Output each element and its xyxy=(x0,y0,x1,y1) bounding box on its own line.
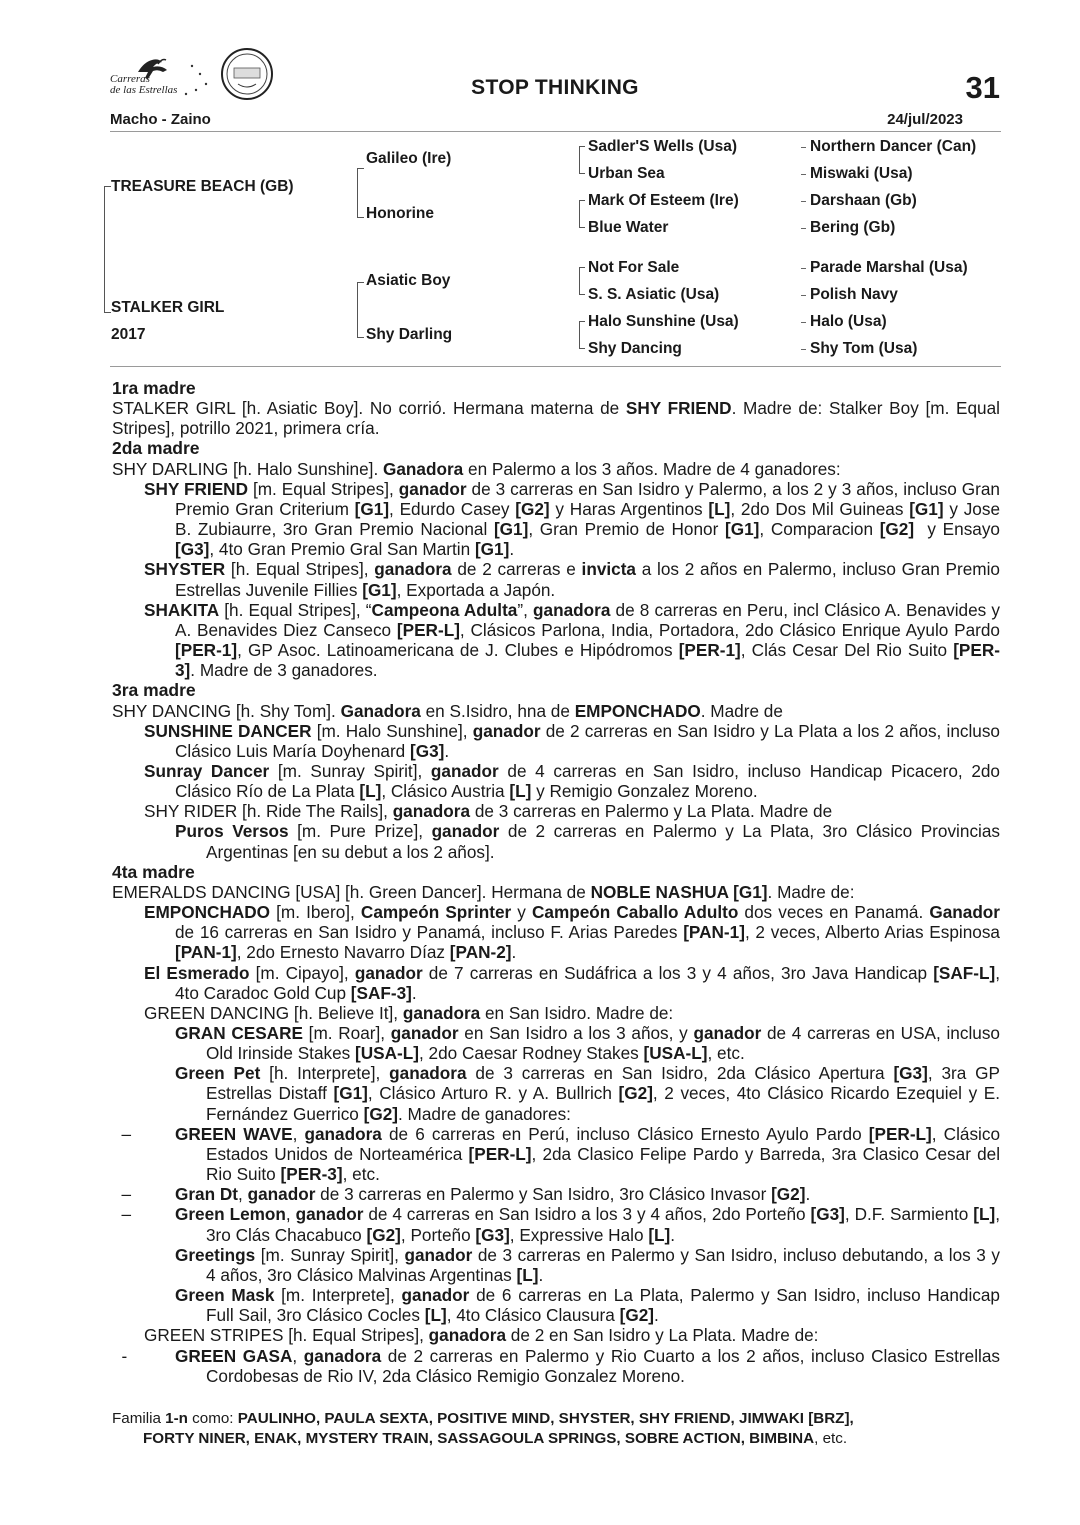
family-lead: Familia xyxy=(112,1410,166,1427)
dam-dam: Shy Darling xyxy=(366,326,453,343)
pedigree-bracket-3 xyxy=(357,282,364,338)
entry-green-wave: – GREEN WAVE, ganadora de 6 carreras en Perú, incluso Clásico Ernesto Ayulo Pardo [PER-L], Clásico Estados Unidos de Norteamérica [PER-L], 2da Clasico Felipe Pardo y Barreda, 3ra Clasico Cesar del Rio Suito [PER-3], etc. xyxy=(112,1123,1001,1185)
entry-gran-dt: – Gran Dt, ganador de 3 carreras en Palermo y San Isidro, 3ro Clásico Invasor [G2]. xyxy=(112,1184,811,1205)
dash xyxy=(801,322,806,323)
paragraph-emeralds-dancing: EMERALDS DANCING [USA] [h. Green Dancer]. Hermana de NOBLE NASHUA [G1]. Madre de: xyxy=(112,881,855,902)
carreras-de-las-estrellas-logo xyxy=(110,44,280,106)
sex-and-color: Macho - Zaino xyxy=(110,111,211,128)
family-como: como: xyxy=(187,1410,238,1427)
paragraph-shy-dancing: SHY DANCING [h. Shy Tom]. Ganadora en S.Isidro, hna de EMPONCHADO. Madre de xyxy=(112,700,783,721)
ped-g3-7: Halo Sunshine (Usa) xyxy=(588,313,739,330)
dash xyxy=(801,268,806,269)
family-footer xyxy=(112,1409,1002,1449)
dam: STALKER GIRL xyxy=(111,299,225,316)
entry-gran-cesare: GRAN CESARE [m. Roar], ganador en San Isidro a los 3 años, y ganador de 4 carreras en USA, incluso Old Irinside Stakes [USA-L], 2do Caesar Rodney Stakes [USA-L], etc. xyxy=(175,1023,1000,1064)
entry-emponchado: EMPONCHADO [m. Ibero], Campeón Sprinter y Campeón Caballo Adulto dos veces en Panamá. Ganador de 16 carreras en San Isidro y Panamá, incluso F. Arias Paredes [PAN-1], 2 veces, Alberto Arias Espinosa [PAN-1], 2do Ernesto Navarro Díaz [PAN-2]. xyxy=(144,902,1000,963)
ped-g3-6: S. S. Asiatic (Usa) xyxy=(588,286,720,303)
ped-g3-8: Shy Dancing xyxy=(588,340,682,357)
dash xyxy=(801,228,806,229)
dam-sire: Asiatic Boy xyxy=(366,272,451,289)
entry-green-lemon: – Green Lemon, ganador de 4 carreras en San Isidro a los 3 y 4 años, 2do Porteño [G3], D.F. Sarmiento [L], 3ro Clás Chacabuco [G2], Porteño [G3], Expressive Halo [L]. xyxy=(112,1204,1000,1245)
dash xyxy=(801,295,806,296)
paragraph-shy-darling: SHY DARLING [h. Halo Sunshine]. Ganadora en Palermo a los 3 años. Madre de 4 ganadores: xyxy=(112,458,841,479)
section-heading-2da-madre: 2da madre xyxy=(112,438,200,459)
logo-line-2: de las Estrellas xyxy=(110,84,178,96)
entry-sunray-dancer: Sunray Dancer [m. Sunray Spirit], ganador de 4 carreras en San Isidro, incluso Handicap Picacero, 2do Clásico Río de La Plata [L], Clásico Austria [L] y Remigio Gonzalez Moreno. xyxy=(144,760,1000,802)
entry-greetings: Greetings [m. Sunray Spirit], ganador de 3 carreras en Palermo y San Isidro, incluso debutando, a los 3 y 4 años, 3ro Clásico Malvinas Argentinas [L]. xyxy=(175,1244,1000,1285)
entry-shyster: SHYSTER [h. Equal Stripes], ganadora de 2 carreras e invicta a los 2 años en Palermo, incluso Gran Premio Estrellas Juvenile Fillies [G1], Exportada a Japón. xyxy=(144,559,1000,600)
dash xyxy=(801,201,806,202)
entry-sunshine-dancer: SUNSHINE DANCER [m. Halo Sunshine], ganador de 2 carreras en San Isidro y La Plata a los 2 años, incluso Clásico Luis María Doyhenard [G3]. xyxy=(144,720,1000,761)
ped-g4-1: Northern Dancer (Can) xyxy=(810,138,977,155)
ped-g3-5: Not For Sale xyxy=(588,259,680,276)
logo-line-1: Carreras xyxy=(110,73,150,85)
entry-shakita: SHAKITA [h. Equal Stripes], “Campeona Adulta”, ganadora de 8 carreras en Peru, incl Clásico A. Benavides y A. Benavides Diez Canseco [PER-L], Clásicos Parlona, India, Portadora, 2do Clásico Enrique Ayulo Pardo [PER-1], GP Asoc. Latinoamericana de J. Clubes e Hipódromos [PER-1], Clás Cesar Del Rio Suito [PER-3]. Madre de 3 ganadores. xyxy=(144,599,1000,681)
section-heading-1ra-madre: 1ra madre xyxy=(112,378,196,398)
pedigree-bracket-2 xyxy=(357,168,364,218)
ped-g3-2: Urban Sea xyxy=(588,165,665,182)
pedigree-bracket-4 xyxy=(579,146,585,174)
entry-green-gasa: - GREEN GASA, ganadora de 2 carreras en Palermo y Rio Cuarto a los 2 años, incluso Clasico Estrellas Cordobesas de Rio IV, 2da Clásico Remigio Gonzalez Moreno. xyxy=(112,1345,1000,1386)
paragraph-stalker-girl: STALKER GIRL [h. Asiatic Boy]. No corrió. Hermana materna de SHY FRIEND. Madre de: Stalker Boy [m. Equal Stripes], potrillo 2021, primera cría. xyxy=(112,398,1000,439)
ped-g4-4: Bering (Gb) xyxy=(810,219,896,236)
section-heading-3ra-madre: 3ra madre xyxy=(112,680,196,701)
family-number: 1-n xyxy=(165,1410,188,1427)
sire-sire: Galileo (Ire) xyxy=(366,150,452,167)
female-family-text xyxy=(112,378,1000,1386)
logo-text xyxy=(110,74,177,96)
dash xyxy=(801,349,806,350)
ped-g4-5: Parade Marshal (Usa) xyxy=(810,259,968,276)
page-number: 31 xyxy=(965,70,1000,105)
sire: TREASURE BEACH (GB) xyxy=(111,178,294,195)
pedigree-divider xyxy=(110,366,1001,367)
entry-shy-friend: SHY FRIEND [m. Equal Stripes], ganador de 3 carreras en San Isidro y Palermo, a los 2 y 3 años, incluso Gran Premio Gran Criterium [G1], Edurdo Casey [G2] y Haras Argentinos [L], 2do Dos Mil Guineas [G1] y Jose B. Zubiaurre, 3ro Gran Premio Nacional [G1], Gran Premio de Honor [G1], Comparacion [G2] y Ensayo [G3], 4to Gran Premio Gral San Martin [G1]. xyxy=(144,478,1001,560)
family-names-1: PAULINHO, PAULA SEXTA, POSITIVE MIND, SHYSTER, SHY FRIEND, JIMWAKI [BRZ], xyxy=(237,1410,854,1427)
entry-green-mask: Green Mask [m. Interprete], ganador de 6 carreras en La Plata, Palermo y San Isidro, incluso Handicap Full Sail, 3ro Clásico Cocles [L], 4to Clásico Clausura [G2]. xyxy=(175,1285,1000,1326)
ped-g4-7: Halo (Usa) xyxy=(810,313,887,330)
pedigree-bracket-5 xyxy=(579,200,585,228)
family-etc: , etc. xyxy=(814,1430,848,1447)
dash xyxy=(801,147,806,148)
dash xyxy=(801,174,806,175)
ped-g4-8: Shy Tom (Usa) xyxy=(810,340,918,357)
entry-puros-versos: Puros Versos [m. Pure Prize], ganador de 2 carreras en Palermo y La Plata, 3ro Clásico Provincias Argentinas [en su debut a los 2 años]. xyxy=(175,821,1001,862)
ped-g3-1: Sadler'S Wells (Usa) xyxy=(588,138,737,155)
pedigree-bracket-7 xyxy=(579,321,585,349)
pedigree-bracket-6 xyxy=(579,267,585,295)
dam-year: 2017 xyxy=(111,326,146,343)
section-heading-4ta-madre: 4ta madre xyxy=(112,861,195,882)
family-names-2: FORTY NINER, ENAK, MYSTERY TRAIN, SASSAGOULA SPRINGS, SOBRE ACTION, BIMBINA xyxy=(143,1430,815,1447)
top-divider xyxy=(110,131,1001,132)
entry-green-pet: Green Pet [h. Interprete], ganadora de 3 carreras en San Isidro, 2da Clásico Apertura [G3], 3ra GP Estrellas Distaff [G1], Clásico Arturo R. y A. Bullrich [G2], 2 veces, 4to Clásico Ricardo Ezequiel y E. Fernández Guerrico [G2]. Madre de ganadores: xyxy=(175,1063,1000,1124)
ped-g4-2: Miswaki (Usa) xyxy=(810,165,913,182)
horse-name-title: STOP THINKING xyxy=(471,76,639,99)
ped-g3-4: Blue Water xyxy=(588,219,669,236)
entry-green-dancing: GREEN DANCING [h. Believe It], ganadora en San Isidro. Madre de: xyxy=(144,1002,674,1023)
sire-dam: Honorine xyxy=(366,205,435,222)
date: 24/jul/2023 xyxy=(887,111,963,128)
ped-g3-3: Mark Of Esteem (Ire) xyxy=(588,192,739,209)
entry-el-esmerado: El Esmerado [m. Cipayo], ganador de 7 carreras en Sudáfrica a los 3 y 4 años, 3ro Java Handicap [SAF-L], 4to Caradoc Gold Cup [SAF-3]. xyxy=(144,962,1001,1003)
ped-g4-6: Polish Navy xyxy=(810,286,898,303)
family-line-2 xyxy=(112,1429,1002,1449)
ped-g4-3: Darshaan (Gb) xyxy=(810,192,917,209)
family-line-1 xyxy=(112,1409,1002,1429)
entry-shy-rider: SHY RIDER [h. Ride The Rails], ganadora de 3 carreras en Palermo y La Plata. Madre de xyxy=(144,801,833,822)
entry-green-stripes: GREEN STRIPES [h. Equal Stripes], ganadora de 2 en San Isidro y La Plata. Madre de: xyxy=(144,1325,819,1346)
pedigree-bracket-1b xyxy=(104,190,111,313)
